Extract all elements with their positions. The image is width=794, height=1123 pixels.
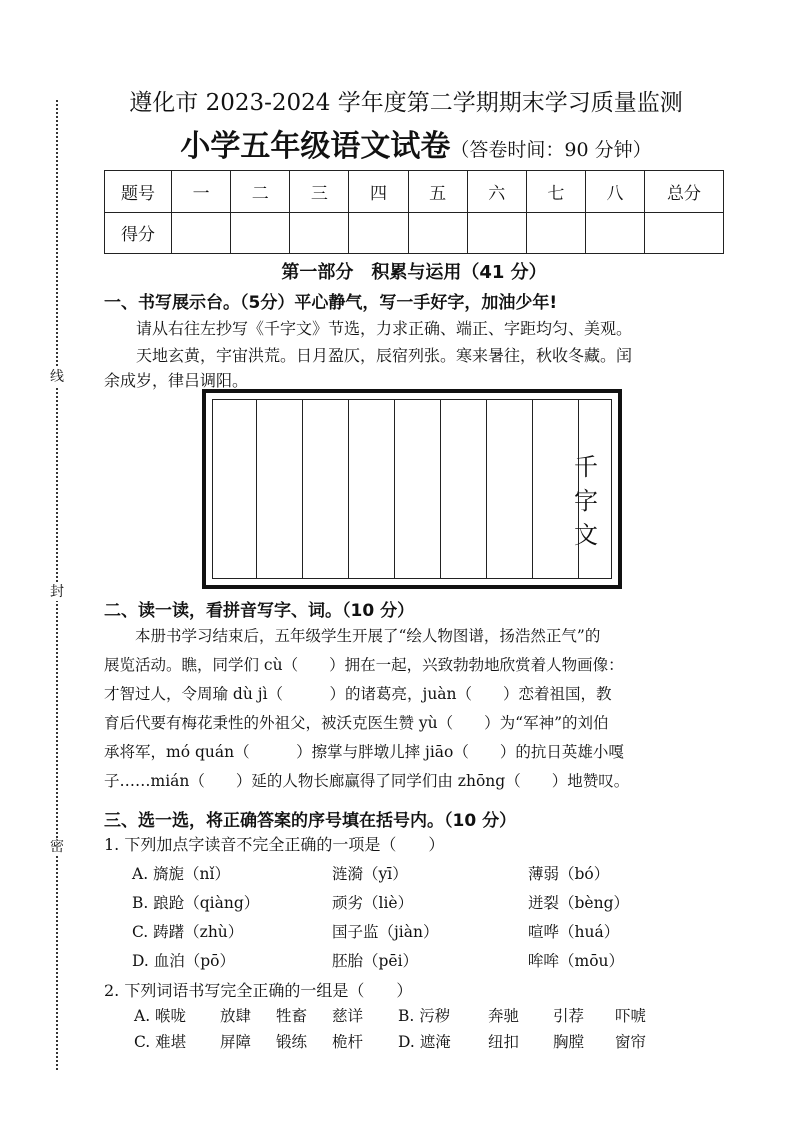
q1-option-b1: B. 踉跄（qiàng）	[132, 894, 260, 912]
writing-grid[interactable]	[202, 389, 622, 589]
exam-time: （答卷时间：90 分钟）	[450, 139, 652, 161]
q2-option-d-word: 胸膛	[553, 1033, 585, 1051]
score-input-cell[interactable]	[585, 212, 644, 254]
passage-line: 本册书学习结束后，五年级学生开展了“绘人物图谱，扬浩然正气”的	[104, 627, 601, 645]
grid-column-line	[394, 400, 395, 578]
score-cell: 三	[290, 171, 349, 213]
q2-option-c-word: 屏障	[220, 1033, 252, 1051]
q2-option-c-word: 锻练	[276, 1033, 308, 1051]
passage-line: 子……mián（ ）延的人物长廊赢得了同学们由 zhōng（ ）地赞叹。	[104, 772, 630, 790]
binding-char-feng: 封	[47, 583, 67, 601]
q1-option-a1: A. 旖旎（nǐ）	[132, 865, 230, 883]
q2-option-b-word: 引荐	[553, 1007, 585, 1025]
q1-option-c2: 国子监（jiàn）	[332, 923, 439, 941]
q2-option-a-word: 放肆	[220, 1007, 252, 1025]
q2-option-c-word: C. 难堪	[134, 1033, 187, 1051]
section1-instruction: 请从右往左抄写《千字文》节选，力求正确、端正、字距均匀、美观。	[136, 319, 633, 338]
writing-grid-inner	[212, 399, 612, 579]
q1-option-c3: 喧哗（huá）	[528, 923, 620, 941]
score-cell: 二	[231, 171, 290, 213]
grid-column-line	[302, 400, 303, 578]
exam-title-main: 小学五年级语文试卷	[180, 129, 451, 164]
grid-column-line	[532, 400, 533, 578]
exam-subtitle: 遵化市 2023-2024 学年度第二学期期末学习质量监测	[129, 90, 683, 116]
grid-column-line	[348, 400, 349, 578]
q1-option-d3: 哞哞（mōu）	[528, 952, 625, 970]
q1-option-a2: 涟漪（yī）	[332, 865, 408, 883]
score-input-cell[interactable]	[290, 212, 349, 254]
section3-heading: 三、选一选，将正确答案的序号填在括号内。（10 分）	[104, 811, 517, 831]
score-input-cell[interactable]	[172, 212, 231, 254]
score-cell: 六	[467, 171, 526, 213]
score-input-cell[interactable]	[349, 212, 408, 254]
score-cell: 七	[526, 171, 585, 213]
q2-option-b-word: 吓唬	[615, 1007, 647, 1025]
question2: 2. 下列词语书写完全正确的一组是（ ）	[104, 981, 413, 1000]
binding-char-xian: 线	[47, 368, 67, 386]
score-input-cell[interactable]	[408, 212, 467, 254]
passage-line: 育后代要有梅花秉性的外祖父，被沃克医生赞 yù（ ）为“军神”的刘伯	[104, 714, 609, 732]
section2-heading: 二、读一读，看拼音写字、词。（10 分）	[104, 601, 415, 621]
part1-title: 第一部分 积累与运用（41 分）	[281, 262, 547, 283]
q2-option-a-word: 慈详	[332, 1007, 364, 1025]
score-table-header-row	[105, 171, 724, 213]
q1-option-b3: 迸裂（bèng）	[528, 894, 630, 912]
score-cell: 四	[349, 171, 408, 213]
section1-heading: 一、书写展示台。（5分）平心静气，写一手好字，加油少年!	[104, 293, 558, 313]
passage-line: 才智过人，令周瑜 dù jì（ ）的诸葛亮，juàn（ ）恋着祖国，教	[104, 685, 612, 703]
section1-text-line2: 余成岁，律吕调阳。	[104, 371, 249, 390]
q2-option-d-word: D. 遮淹	[398, 1033, 451, 1051]
grid-title: 千字文	[574, 453, 598, 549]
score-input-cell[interactable]	[645, 212, 724, 254]
grid-column-line	[256, 400, 257, 578]
binding-char-mi: 密	[47, 838, 67, 856]
grid-column-line	[486, 400, 487, 578]
score-cell: 题号	[105, 171, 172, 213]
q1-option-c1: C. 踌躇（zhù）	[132, 923, 244, 941]
score-cell: 得分	[105, 212, 172, 254]
score-input-cell[interactable]	[467, 212, 526, 254]
question1: 1. 下列加点字读音不完全正确的一项是（ ）	[104, 835, 445, 854]
exam-title	[96, 128, 736, 170]
score-input-cell[interactable]	[526, 212, 585, 254]
score-table-score-row	[105, 212, 724, 254]
score-table	[104, 170, 724, 254]
section1-text-line1: 天地玄黄，宇宙洪荒。日月盈仄，辰宿列张。寒来暑往，秋收冬藏。闰	[136, 346, 633, 365]
q1-option-b2: 顽劣（liè）	[332, 894, 414, 912]
q2-option-b-word: 奔驰	[488, 1007, 520, 1025]
score-cell: 五	[408, 171, 467, 213]
q2-option-d-word: 纽扣	[488, 1033, 520, 1051]
score-cell: 八	[585, 171, 644, 213]
q1-option-d1: D. 血泊（pō）	[132, 952, 235, 970]
score-input-cell[interactable]	[231, 212, 290, 254]
q2-option-a-word: A. 喉咙	[134, 1007, 187, 1025]
q2-option-c-word: 桅杆	[332, 1033, 364, 1051]
q2-option-b-word: B. 污秽	[398, 1007, 451, 1025]
q1-option-a3: 薄弱（bó）	[528, 865, 610, 883]
q1-option-d2: 胚胎（pēi）	[332, 952, 419, 970]
grid-column-line	[440, 400, 441, 578]
passage-line: 展览活动。瞧，同学们 cù（ ）拥在一起，兴致勃勃地欣赏着人物画像：	[104, 656, 624, 674]
section2-passage	[104, 622, 724, 796]
q2-option-a-word: 牲畜	[276, 1007, 308, 1025]
score-cell: 一	[172, 171, 231, 213]
q2-option-d-word: 窗帘	[615, 1033, 647, 1051]
passage-line: 承将军，mó quán（ ）擦掌与胖墩儿摔 jiāo（ ）的抗日英雄小嘎	[104, 743, 624, 761]
score-cell: 总分	[645, 171, 724, 213]
